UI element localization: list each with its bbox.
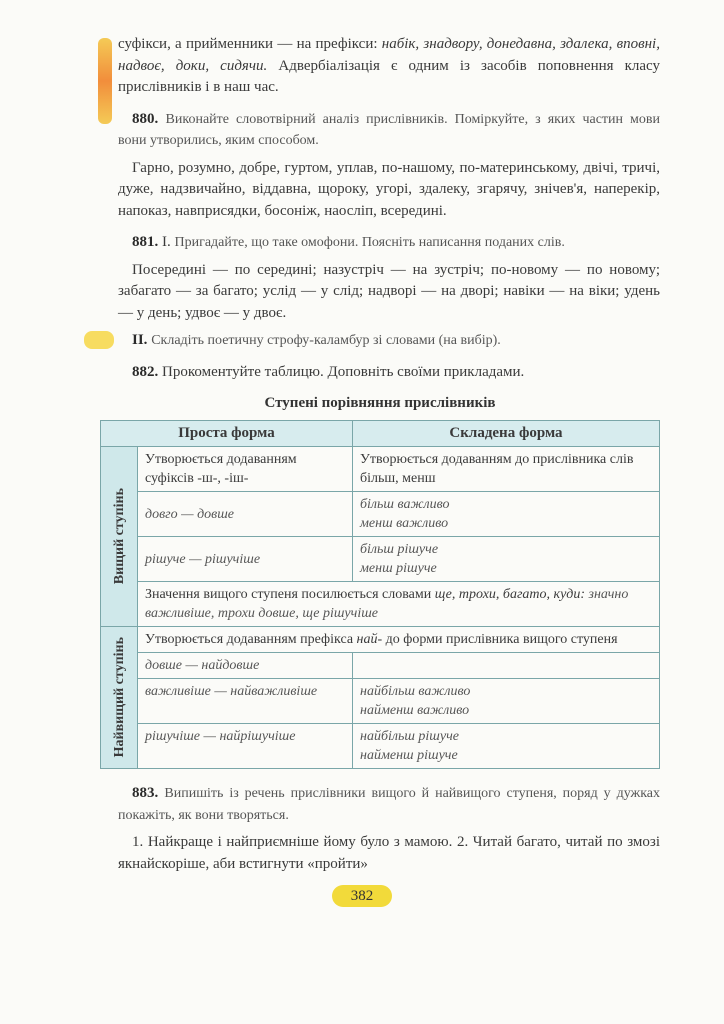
table-cell: більш рішуче менш рішуче [353, 537, 660, 582]
table-row [101, 537, 660, 582]
exercise-number: 883. [132, 785, 159, 801]
table-cell [353, 653, 660, 679]
comparison-table [100, 420, 660, 769]
exercise-883-task [118, 783, 660, 826]
intro-text: суфікси, а прийменники — на префікси: [118, 36, 382, 52]
task-text: Пригадайте, що таке омофони. Поясніть написання поданих слів. [174, 235, 565, 250]
task-text: Складіть поетичну строфу-каламбур зі словами (на вибір). [151, 333, 501, 348]
table-row [101, 679, 660, 724]
part-label: I. [162, 234, 171, 250]
comparative-label-cell [101, 447, 138, 627]
table-cell-rule [138, 627, 660, 653]
superlative-label-cell [101, 627, 138, 769]
table-cell: рішуче — рішучіше [138, 537, 353, 582]
rule-text: Утворюється додаванням префікса [145, 632, 357, 647]
page-number: 382 [332, 885, 392, 907]
table-cell: Утворюється додаванням до прислівника слів більш, менш [353, 447, 660, 492]
intro-paragraph [118, 34, 660, 99]
note-words: ще, трохи, багато, куди: [434, 587, 586, 602]
table-cell: найбільш важливо найменш важливо [353, 679, 660, 724]
exercise-880-words: Гарно, розумно, добре, гуртом, уплав, по-нашому, по-материнському, двічі, тричі, дуже, надзвичайно, віддавна, щороку, угорі, здалеку, згарячу, знічев'я, наперекір, напоказ, навприсядки, босоніж, наосліп, всередині. [118, 159, 660, 219]
table-row [101, 627, 660, 653]
table-cell: важливіше — найважливіше [138, 679, 353, 724]
note-text: Значення вищого ступеня посилюється словами [145, 587, 435, 602]
intro-text-end: Адвербіалізація є одним із засобів поповнення класу прислівників і в наш час. [118, 57, 660, 95]
note-examples: значно важливіше, трохи довше, ще рішучіше [145, 587, 629, 621]
exercise-882-task [118, 362, 660, 384]
task-text: Виконайте словотвірний аналіз прислівників. Поміркуйте, з яких частин мови вони утворились, яким способом. [118, 111, 660, 148]
table-row [101, 447, 660, 492]
table-cell: рішучіше — найрішучіше [138, 724, 353, 769]
header-compound-form: Складена форма [353, 421, 660, 447]
exercise-881-part2 [118, 330, 660, 352]
rule-text-end: до форми прислівника вищого ступеня [382, 632, 618, 647]
exercise-881-words: Посередині — по середині; назустріч — на зустріч; по-новому — по новому; забагато — за багато; услід — у слід; надворі — на дворі; навіки — на віки; удень — у день; удвоє — у двоє. [118, 261, 660, 321]
table-cell: довго — довше [138, 492, 353, 537]
exercise-883-text: 1. Найкраще і найприємніше йому було з мамою. 2. Читай багато, читай по змозі якнайскоріше, аби встигнути «пройти» [118, 834, 660, 872]
superlative-label: Найвищий ступінь [111, 637, 127, 758]
highlight-marker-small [84, 331, 114, 349]
exercise-881-task [118, 232, 660, 254]
table-cell: довше — найдовше [138, 653, 353, 679]
table-header-row [101, 421, 660, 447]
table-cell: більш важливо менш важливо [353, 492, 660, 537]
exercise-number: 881. [132, 234, 159, 250]
table-row [101, 492, 660, 537]
table-row [101, 582, 660, 627]
table-row [101, 724, 660, 769]
table-row [101, 653, 660, 679]
table-title: Ступені порівняння прислівників [264, 395, 496, 411]
task-text: Випишіть із речень прислівники вищого й найвищого ступеня, поряд у дужках покажіть, як вони творяться. [118, 786, 660, 823]
task-text: Прокоментуйте таблицю. Доповніть своїми прикладами. [162, 363, 525, 380]
exercise-number: 880. [132, 110, 159, 127]
table-cell: Утворюється додаванням суфіксів -ш-, -іш- [138, 447, 353, 492]
exercise-number: 882. [132, 363, 159, 380]
comparative-label: Вищий ступінь [111, 488, 127, 585]
header-simple-form: Проста форма [101, 421, 353, 447]
highlight-marker [98, 38, 112, 124]
exercise-880-task [118, 109, 660, 152]
intro-examples: набік, знадвору, донедавна, здалека, вповні, надвоє, доки, сидячи. [118, 36, 660, 74]
rule-prefix: най- [356, 632, 383, 647]
table-cell: найбільш рішуче найменш рішуче [353, 724, 660, 769]
part-label: II. [132, 332, 148, 348]
table-cell-note [138, 582, 660, 627]
spacer [118, 769, 660, 783]
